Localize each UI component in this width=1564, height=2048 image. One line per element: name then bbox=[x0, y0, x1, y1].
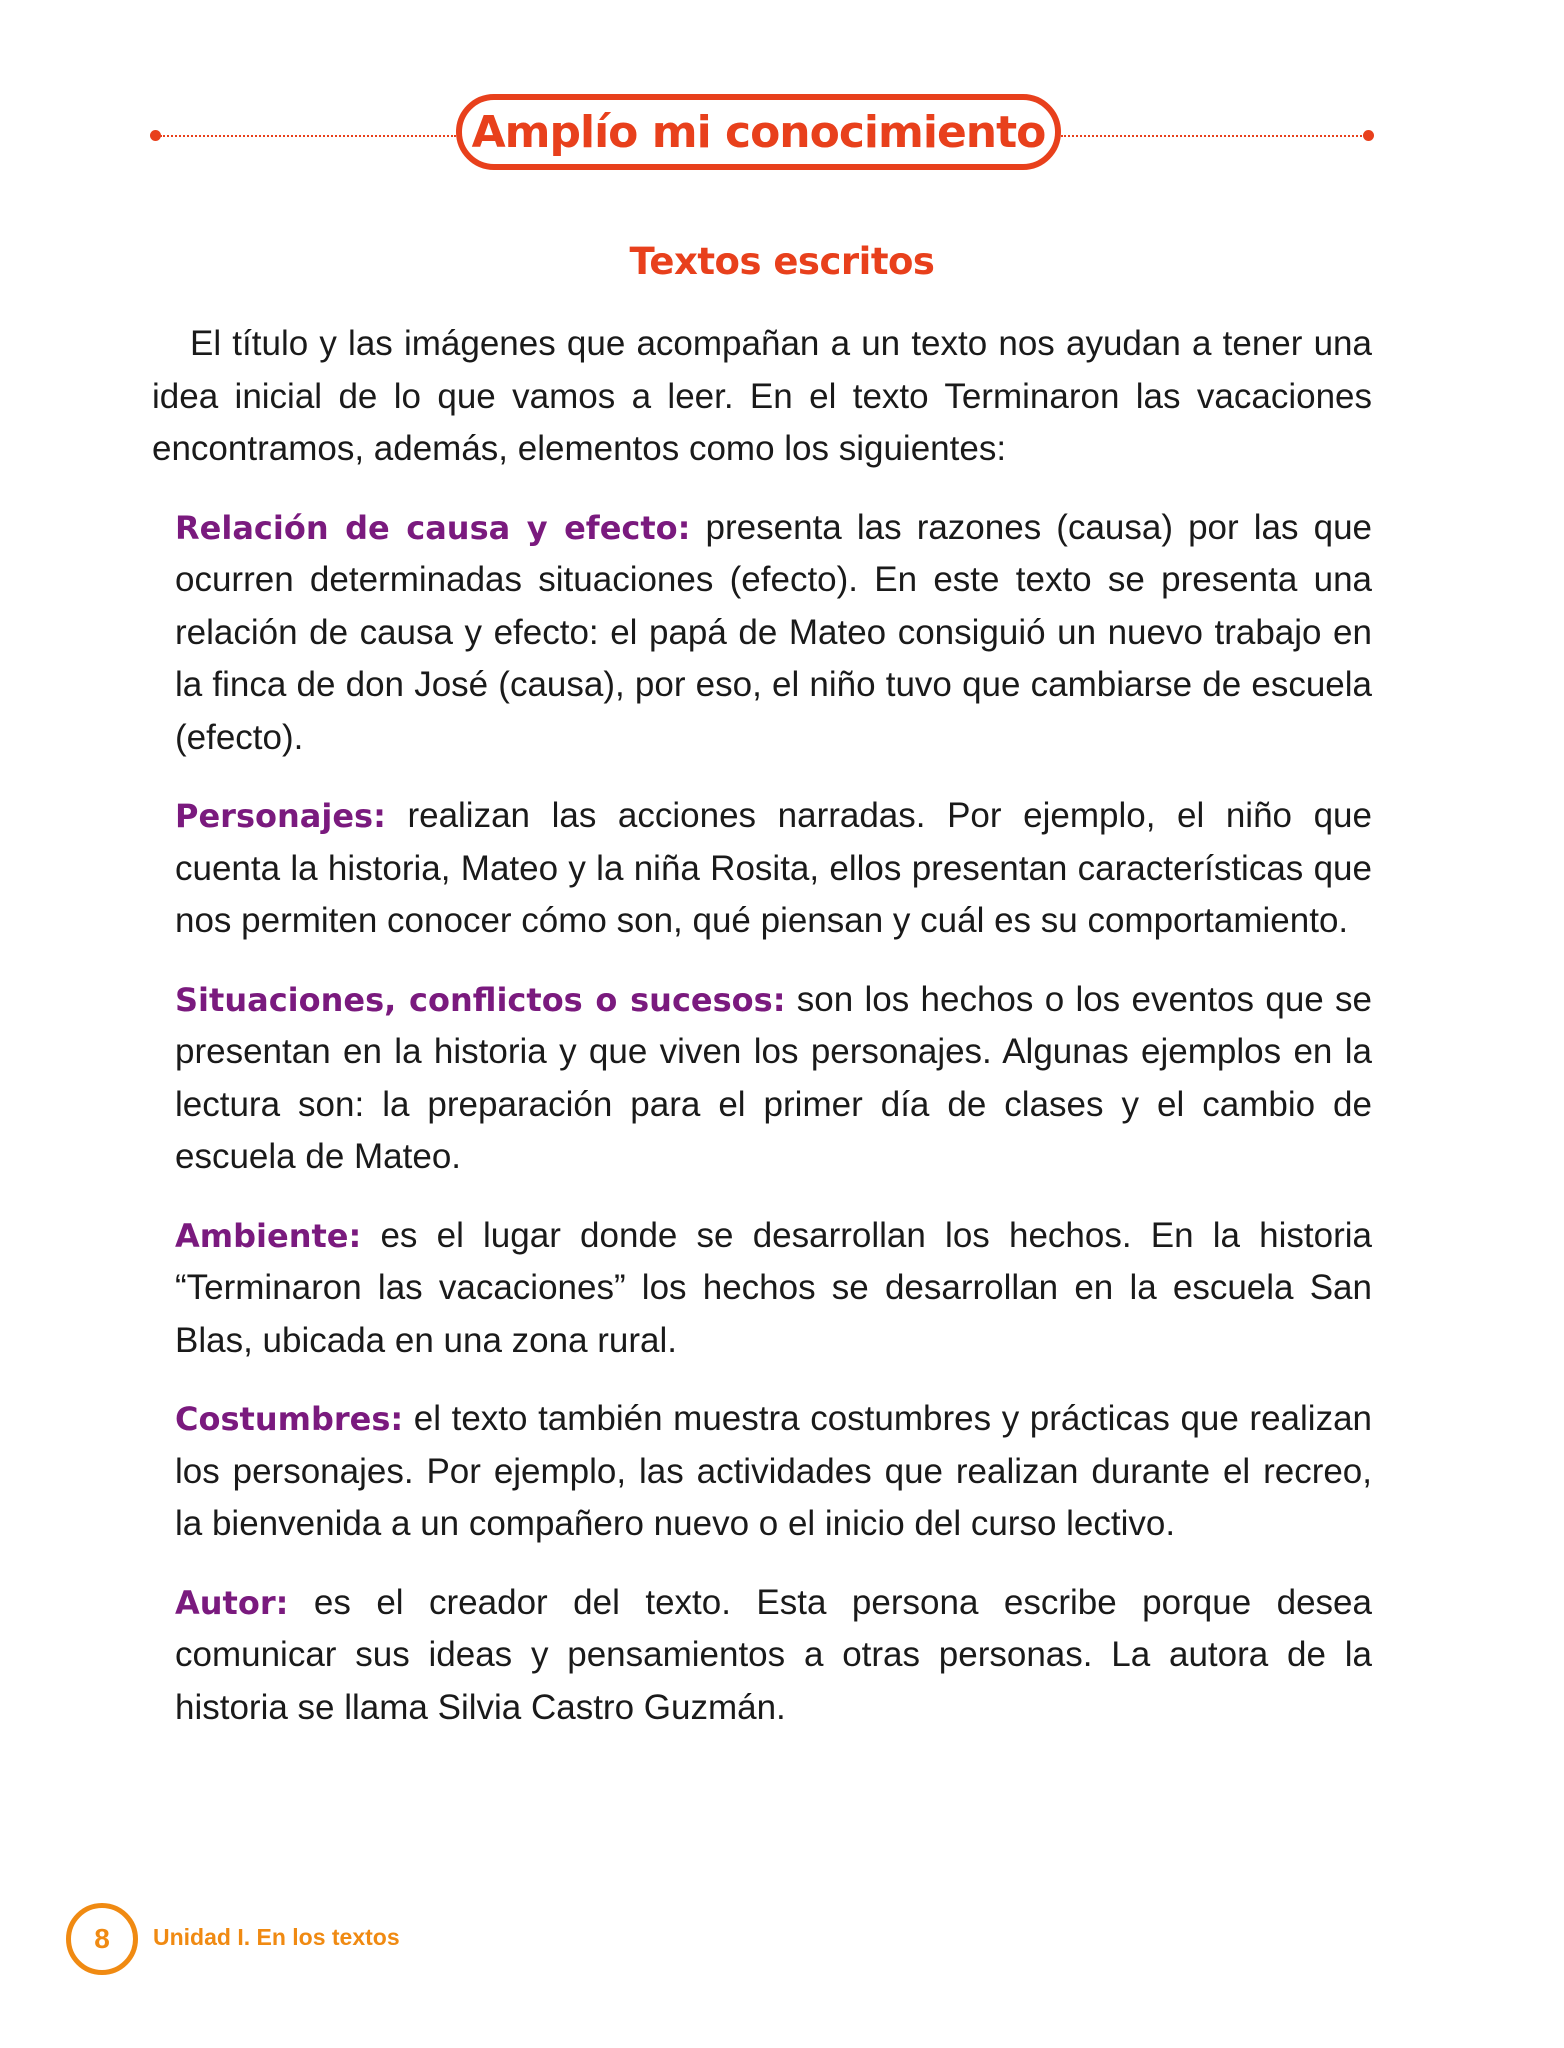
item-text: realizan las acciones narradas. Por ejemplo, el niño que cuenta la historia, Mateo y la niña Rosita, ellos presentan características que nos permiten conocer cómo son, qué piensan y cuál es su comportamiento. bbox=[175, 796, 1372, 940]
item-text: es el creador del texto. Esta persona escribe porque desea comunicar sus ideas y pensamientos a otras personas. La autora de la historia se llama Silvia Castro Guzmán. bbox=[175, 1582, 1372, 1727]
intro-paragraph: El título y las imágenes que acompañan a un texto nos ayudan a tener una idea inicial de lo que vamos a leer. En el texto Terminaron las vacaciones encontramos, además, elementos como los siguientes: bbox=[152, 324, 1372, 468]
item-text: son los hechos o los eventos que se presentan en la historia y que viven los personajes. Algunas ejemplos en la lectura son: la preparación para el primer día de clases y el cambio de escuela de Mateo. bbox=[175, 979, 1373, 1176]
item-customs bbox=[175, 1393, 1372, 1551]
item-text: el texto también muestra costumbres y prácticas que realizan los personajes. Por ejemplo, las actividades que realizan durante el recreo, la bienvenida a un compañero nuevo o el inicio del curso lectivo. bbox=[175, 1399, 1372, 1543]
item-cause-effect bbox=[175, 502, 1372, 765]
header-dotted-line-left bbox=[160, 135, 456, 137]
item-characters bbox=[175, 790, 1372, 948]
item-author bbox=[175, 1577, 1372, 1735]
item-term: Personajes: bbox=[175, 797, 386, 835]
item-text: presenta las razones (causa) por las que ocurren determinadas situaciones (efecto). En este texto se presenta una relación de causa y efecto: el papá de Mateo consiguió un nuevo trabajo en la finca de don José (causa), por eso, el niño tuvo que cambiarse de escuela (efecto). bbox=[175, 507, 1372, 757]
header-dot-left bbox=[150, 130, 161, 141]
page-number-badge bbox=[66, 1903, 138, 1975]
header-dotted-line-right bbox=[1061, 135, 1366, 137]
page-number: 8 bbox=[94, 1923, 110, 1954]
section-title: Textos escritos bbox=[629, 240, 935, 283]
unit-label: Unidad I. En los textos bbox=[153, 1924, 400, 1950]
item-term: Relación de causa y efecto: bbox=[175, 508, 691, 547]
item-term: Costumbres: bbox=[175, 1400, 404, 1438]
section-banner bbox=[456, 94, 1061, 170]
header-dot-right bbox=[1363, 130, 1374, 141]
item-term: Situaciones, conflictos o sucesos: bbox=[175, 980, 786, 1019]
item-setting bbox=[175, 1210, 1372, 1368]
item-term: Ambiente: bbox=[175, 1216, 362, 1255]
item-text: es el lugar donde se desarrollan los hechos. En la historia “Terminaron las vacaciones” los hechos se desarrollan en la escuela San Blas, ubicada en una zona rural. bbox=[175, 1215, 1372, 1360]
banner-title: Amplío mi conocimiento bbox=[471, 106, 1046, 158]
item-situations bbox=[175, 974, 1372, 1184]
item-term: Autor: bbox=[175, 1583, 289, 1622]
body-text bbox=[152, 318, 1372, 1760]
